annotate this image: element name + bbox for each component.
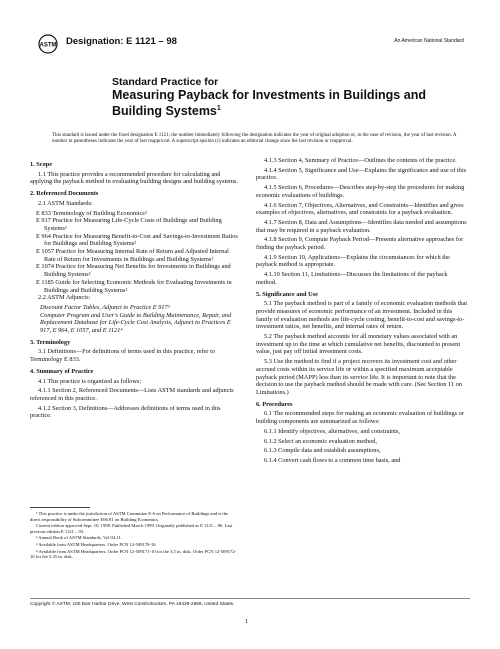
document-title [112, 76, 432, 118]
paragraph: 3.1 Definitions—For definitions of terms used in this practice, refer to Terminology E 833. [30, 348, 215, 364]
designation: Designation: E 1121 – 98 [66, 36, 177, 47]
ansi-label: An American National Standard [394, 38, 464, 44]
procedure-step: 6.1.1 Identify objectives, alternatives, and constraints, [264, 427, 401, 435]
section-heading: 1. Scope [30, 161, 53, 168]
footnotes [30, 511, 238, 561]
astm-logo [38, 34, 58, 54]
paragraph: 4.1.7 Section 8, Data and Assumptions—Identifies data needed and assumptions that may be required in a payback evaluation. [256, 218, 467, 234]
adjunct-item: Discount Factor Tables, Adjunct to Practice E 917³ [40, 303, 170, 311]
section-heading: 3. Terminology [30, 338, 71, 346]
paragraph: 4.1.9 Section 10, Applications—Explains the circumstances for which the payback method is appropriate. [256, 253, 450, 269]
footnote: Current edition approved Sept. 10, 1998. Published March 1999. Originally published as E 1121 – 86. Last previous edition E 1121 – 93. [30, 523, 233, 534]
procedure-step: 6.1.2 Select an economic evaluation method, [264, 437, 377, 445]
reference-item: E 1074 Practice for Measuring Net Benefits for Investments in Buildings and Building Systems² [36, 263, 231, 279]
adjunct-item: Computer Program and User's Guide to Building Maintenance, Repair, and Replacement Database for Life-Cycle Cost Analysis, Adjunct to Practices E 917, E 964, E 1057, and E 1121⁴ [40, 311, 232, 335]
footnote: ² Annual Book of ASTM Standards, Vol 04.11. [36, 535, 122, 541]
paragraph: 2.2 ASTM Adjuncts: [38, 294, 91, 302]
reference-item: E 964 Practice for Measuring Benefit-to-Cost and Savings-to-Investment Ratios for Buildings and Building Systems² [36, 232, 238, 248]
title-line-2: Measuring Payback for Investments in Buildings and [112, 88, 426, 102]
reference-item: E 917 Practice for Measuring Life-Cycle Costs of Buildings and Building Systems² [36, 217, 222, 232]
procedure-step: 6.1.4 Convert cash flows to a common time basis, and [264, 456, 401, 464]
reference-item: E 833 Terminology of Building Economics² [36, 209, 147, 217]
page-number: 1 [245, 618, 249, 625]
copyright-line: Copyright © ASTM, 100 Barr Harbor Drive, West Conshohocken, PA 19428-2959, United States. [30, 598, 470, 607]
title-line-1: Standard Practice for [112, 76, 219, 88]
title-line-3: Building Systems$^1$ [112, 104, 221, 119]
paragraph: 1.1 This practice provides a recommended procedure for calculating and applying the payback method in evaluating building designs and building systems. [30, 170, 238, 186]
paragraph: 5.1 The payback method is part of a family of economic evaluation methods that provide measures of economic performance of an investment. Included in this family of evaluation methods are life-cycle costing, benefit-to-cost and savings-to-investment ratios, net benefits, and internal rates of return. [256, 300, 468, 331]
paragraph: 5.2 The payback method accounts for all monetary values associated with an investment up to the time at which cumulative net benefits, discounted to present value, just pay off initial investment costs. [256, 333, 461, 356]
intro-note: This standard is issued under the fixed designation E 1121; the number immediately following the designation indicates the year of original adoption or, in the case of revision, the year of last revision. A number in parentheses indicates the year of last reapproval. A superscript epsilon (ε) indicates an editorial change since the last revision or reapproval. [52, 133, 457, 144]
paragraph: 4.1.3 Section 4, Summary of Practice—Outlines the contents of the practice. [264, 157, 457, 164]
paragraph: 4.1.1 Section 2, Referenced Documents—Lists ASTM standards and adjuncts referenced in this practice. [30, 387, 234, 402]
paragraph: 5.3 Use the method to find if a project recovers its investment cost and other accrued costs within its service life or within a specified maximum acceptable payback period (MAPP) less than its service life. It is important to note that the decision to use the payback method should be made with care. (See Section 11 on Limitations.) [256, 358, 462, 396]
paragraph: 4.1 This practice is organized as follows: [38, 377, 142, 385]
footnote: ¹ This practice is under the jurisdiction of ASTM Committee E-6 on Performance of Buildings and is the direct responsibility of Subcommittee E06.81 on Building Economics. [30, 511, 229, 522]
paragraph: 4.1.4 Section 5, Significance and Use—Explains the significance and use of this practice. [256, 166, 467, 182]
footnote-rule [30, 507, 90, 508]
svg-text:ASTM: ASTM [39, 42, 57, 49]
paragraph: 4.1.8 Section 9, Compute Payback Period—Presents alternative approaches for finding the payback period. [256, 236, 464, 252]
reference-item: E 1057 Practice for Measuring Internal Rate of Return and Adjusted Internal Rate of Return for Investments in Buildings and Building Systems² [36, 248, 229, 263]
section-heading: 2. Referenced Documents [30, 190, 99, 198]
section-heading: 4. Summary of Practice [30, 367, 94, 375]
footnote: ³ Available from ASTM Headquarters. Order PCN 12-509170-10. [36, 541, 157, 547]
paragraph: 2.1 ASTM Standards: [38, 199, 93, 207]
section-heading: 5. Significance and Use [256, 290, 318, 298]
paragraph: 6.1 The recommended steps for making an economic evaluation of buildings or building components are summarized as follows: [256, 410, 464, 426]
section-heading: 6. Procedures [256, 400, 293, 408]
paragraph: 4.1.6 Section 7, Objectives, Alternatives, and Constraints—Identifies and gives examples of objectives, alternatives, and constraints for a payback evaluation. [256, 201, 464, 217]
procedure-step: 6.1.3 Compile data and establish assumptions, [264, 447, 381, 455]
paragraph: 4.1.2 Section 3, Definitions—Addresses definitions of terms used in this practice. [30, 404, 221, 420]
footnote: ⁴ Available from ASTM Headquarters. Order PCN 12-509171-10 for the 3.5 in. disk. Order PCN 12-509172-10 for the 5.25 in. disk. [30, 548, 237, 560]
reference-item: E 1185 Guide for Selecting Economic Methods for Evaluating Investments in Buildings and Building Systems² [36, 278, 232, 294]
paragraph: 4.1.5 Section 6, Procedures—Describes step-by-step the procedures for making economic evaluations of buildings. [256, 184, 465, 199]
left-column [30, 157, 238, 422]
right-column [256, 157, 468, 467]
paragraph: 4.1.10 Section 11, Limitations—Discusses the limitations of the payback method. [256, 271, 448, 286]
